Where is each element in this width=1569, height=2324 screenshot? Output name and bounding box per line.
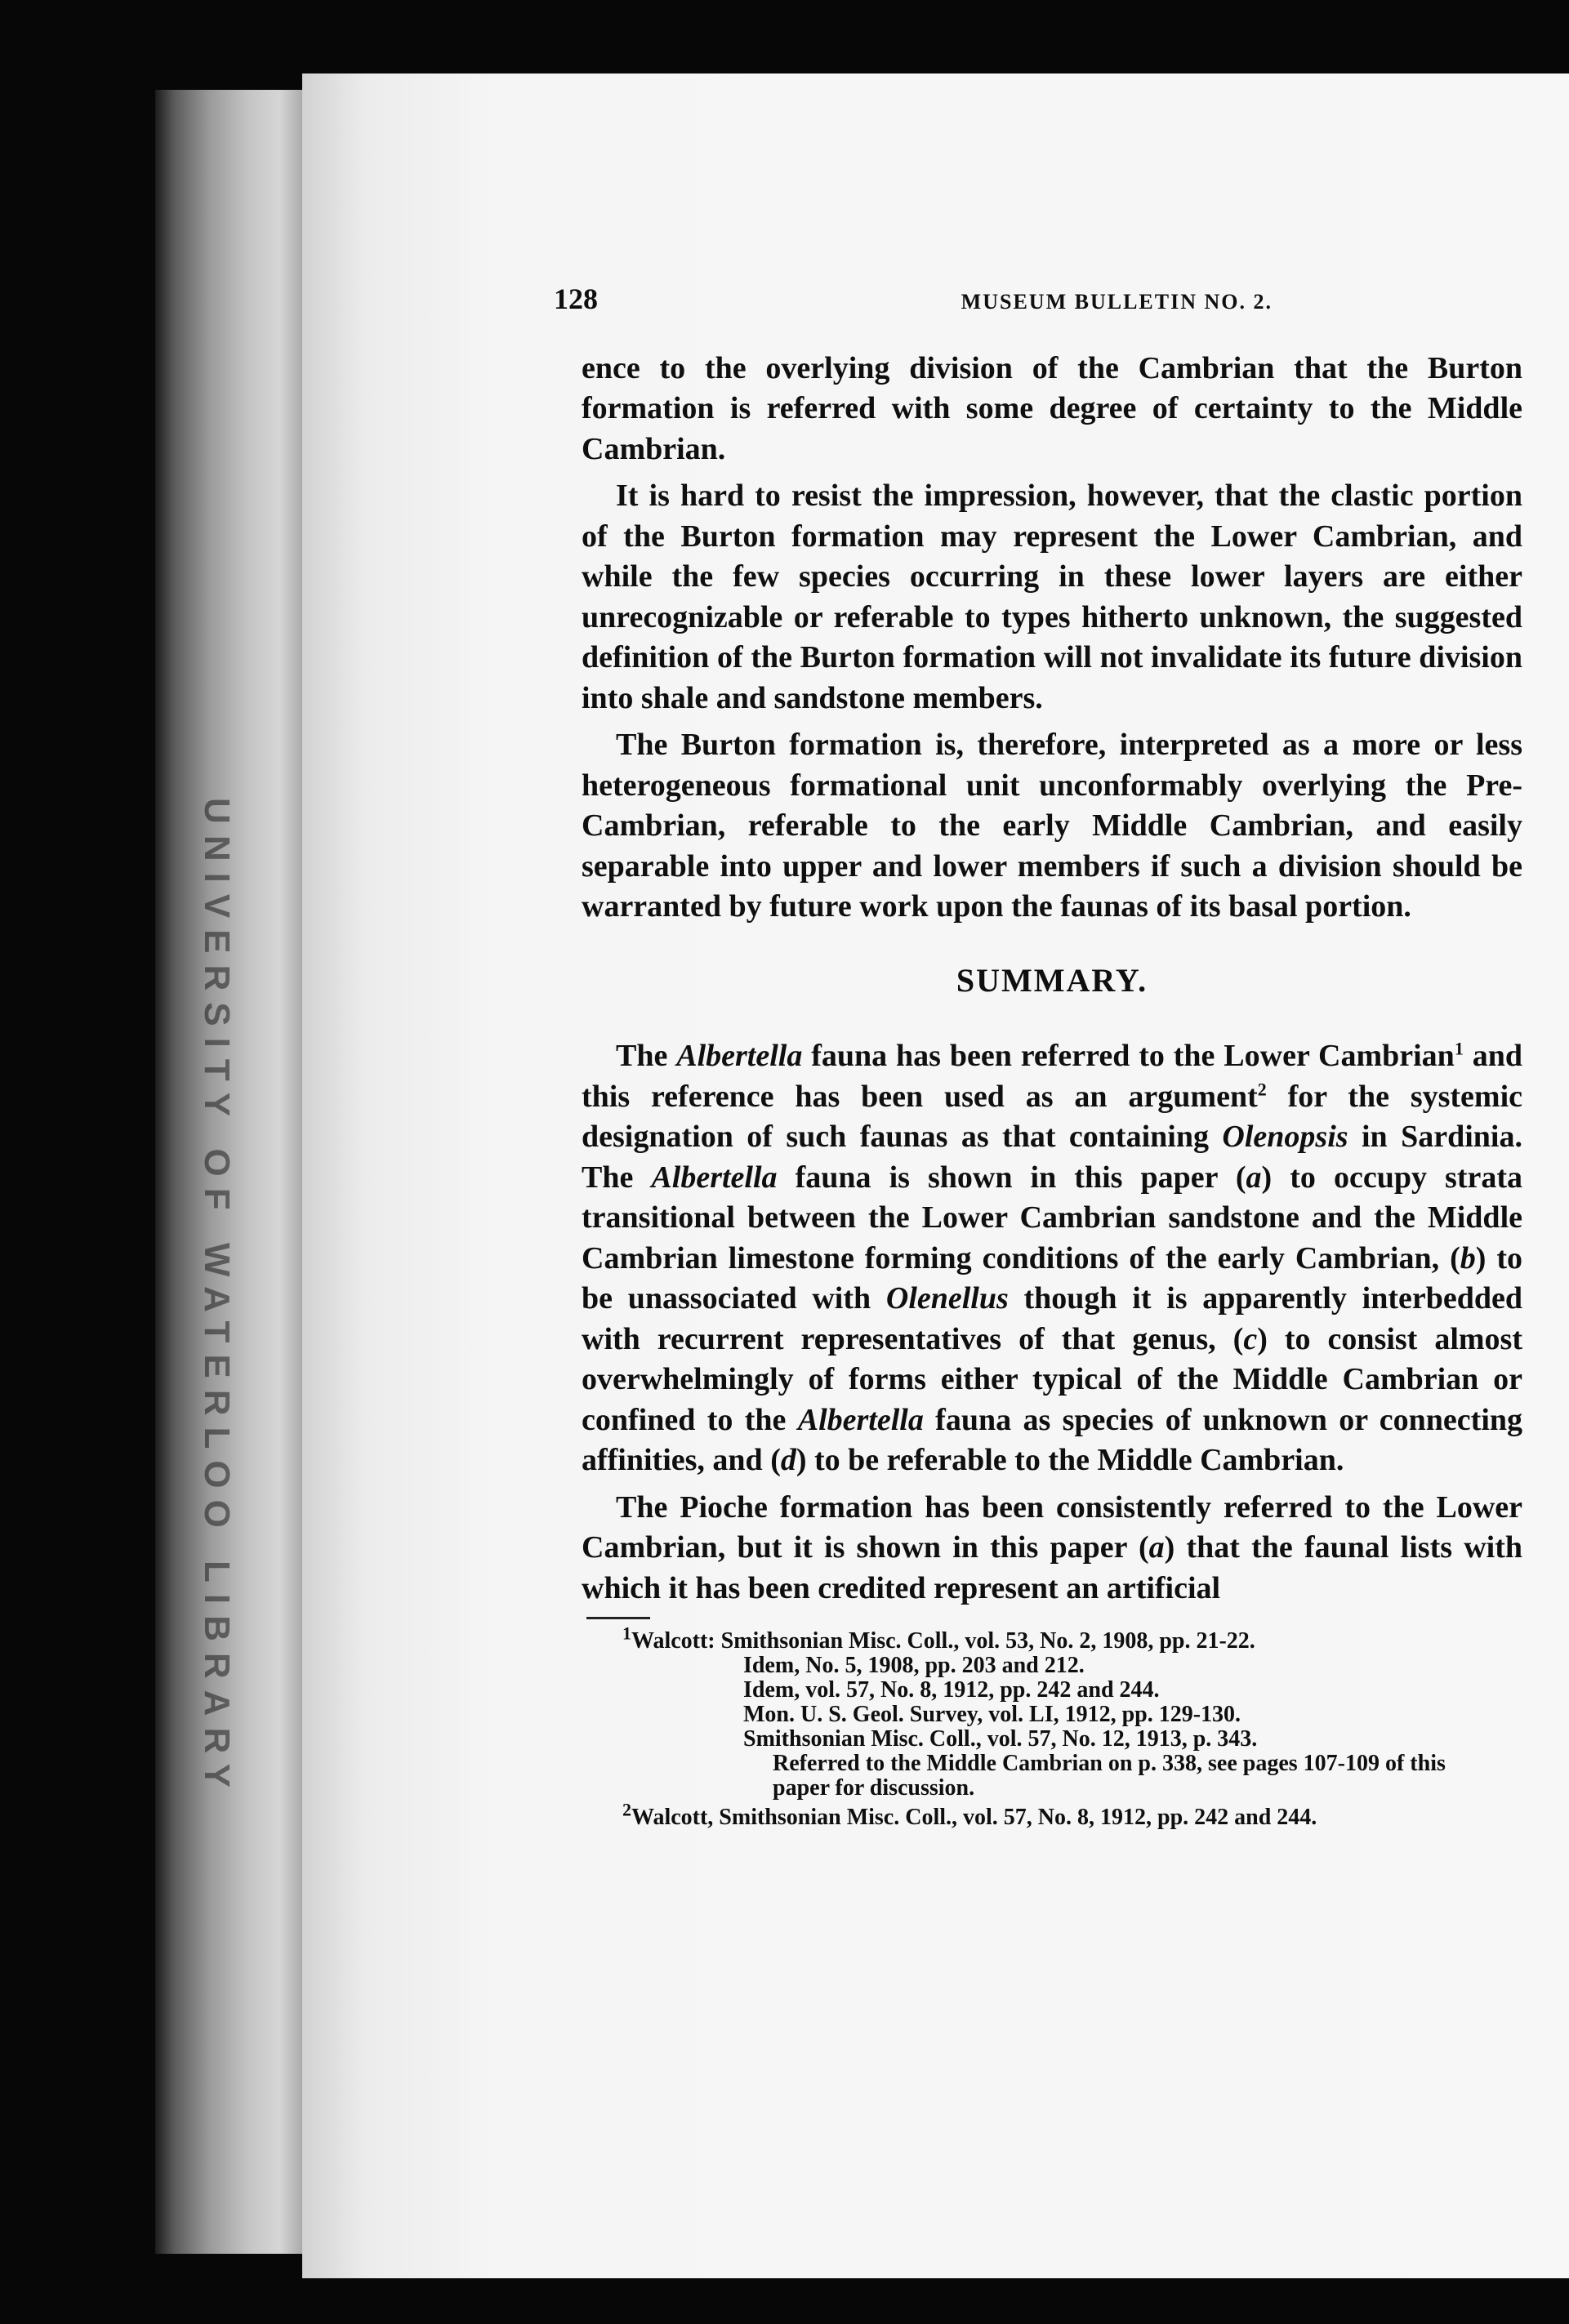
text-run: fauna is shown in this paper (	[777, 1160, 1246, 1195]
footnote-1-line-5: Smithsonian Misc. Coll., vol. 57, No. 12, 1913, p. 343.	[743, 1726, 1258, 1752]
text-run: ) to consist almost overwhelmingly of forms either typical of the Middle Cambrian or confined to the	[582, 1321, 1522, 1437]
page-header	[554, 279, 1273, 323]
text-run: ) that the faunal lists with which it has been credited represent an artificial	[582, 1530, 1522, 1605]
taxon-name: Albertella	[797, 1402, 924, 1437]
text-run: fauna as species of unknown or connecting affinities, and (	[582, 1402, 1523, 1477]
text-run: in Sardinia. The	[582, 1120, 1522, 1195]
page-number: 128	[554, 283, 598, 315]
taxon-name: Olenopsis	[1222, 1120, 1348, 1154]
footnotes	[622, 1623, 1522, 1830]
enumeration-letter: a	[1148, 1530, 1165, 1565]
footnote-1-line-5-continuation: Referred to the Middle Cambrian on p. 338, see pages 107-109 of this paper for discussion.	[773, 1751, 1446, 1801]
paragraph-3: The Burton formation is, therefore, interpreted as a more or less heterogeneous formational unit unconformably overlying the Pre-Cambrian, referable to the early Middle Cambrian, and easily separable into upper and lower members if such a division should be warranted by future work upon the faunas of its basal portion.	[582, 728, 1522, 924]
text-run: fauna has been referred to the Lower Cambrian	[802, 1039, 1455, 1073]
taxon-name: Albertella	[651, 1160, 778, 1195]
footnote-mark: 2	[622, 1799, 631, 1820]
page	[302, 73, 1569, 2278]
taxon-name: Albertella	[676, 1039, 803, 1073]
footnote-text: Walcott: Smithsonian Misc. Coll., vol. 53, No. 2, 1908, pp. 21-22.	[631, 1628, 1255, 1654]
paragraph-1: ence to the overlying division of the Cambrian that the Burton formation is referred with some degree of certainty to the Middle Cambrian.	[582, 350, 1522, 466]
footnote-1-line-4: Mon. U. S. Geol. Survey, vol. LI, 1912, pp. 129-130.	[743, 1702, 1241, 1727]
text-run: ) to be unassociated with	[582, 1240, 1522, 1316]
footnote-rule	[586, 1617, 650, 1619]
enumeration-letter: d	[780, 1443, 796, 1477]
text-run: for the systemic designation of such faunas as that containing	[582, 1079, 1523, 1154]
library-stamp	[188, 798, 245, 1799]
footnote-mark: 1	[622, 1623, 631, 1644]
section-heading: SUMMARY.	[956, 961, 1148, 999]
library-stamp-text: UNIVERSITY OF WATERLOO LIBRARY	[197, 798, 238, 1799]
footnote-1	[622, 1623, 1522, 1654]
footnote-ref: 1	[1454, 1038, 1464, 1059]
text-run: ) to occupy strata transitional between the Lower Cambrian sandstone and the Middle Cambrian limestone forming conditions of the early Cambrian, (	[582, 1160, 1522, 1276]
text-run: The Pioche formation has been consistently referred to the Lower Cambrian, but it is shown in this paper (	[582, 1489, 1522, 1565]
footnote-1-line-3: Idem, vol. 57, No. 8, 1912, pp. 242 and 244.	[743, 1677, 1160, 1703]
page-text	[554, 279, 1523, 1830]
text-run: ) to be referable to the Middle Cambrian.	[796, 1443, 1344, 1477]
enumeration-letter: c	[1243, 1321, 1258, 1356]
footnote-text: Walcott, Smithsonian Misc. Coll., vol. 57, No. 8, 1912, pp. 242 and 244.	[631, 1805, 1317, 1830]
text-run: though it is apparently interbedded with recurrent representatives of that genus, (	[582, 1281, 1522, 1356]
summary-paragraph-2	[582, 1488, 1522, 1609]
footnote-ref: 2	[1257, 1078, 1267, 1099]
text-run: The	[616, 1039, 677, 1073]
summary-paragraph-1	[582, 1036, 1522, 1481]
taxon-name: Olenellus	[885, 1281, 1009, 1316]
enumeration-letter: a	[1246, 1160, 1262, 1195]
enumeration-letter: b	[1460, 1240, 1476, 1276]
footnote-1-line-2: Idem, No. 5, 1908, pp. 203 and 212.	[743, 1653, 1085, 1678]
footnote-2	[622, 1799, 1522, 1830]
paragraph-2: It is hard to resist the impression, however, that the clastic portion of the Burton formation may represent the Lower Cambrian, and while the few species occurring in these lower layers are either unrecognizable or referable to types hitherto unknown, the suggested definition of the Burton formation will not invalidate its future division into shale and sandstone members.	[582, 479, 1522, 715]
running-head: MUSEUM BULLETIN NO. 2.	[961, 290, 1273, 314]
text-run: and this reference has been used as an argument	[582, 1039, 1522, 1114]
